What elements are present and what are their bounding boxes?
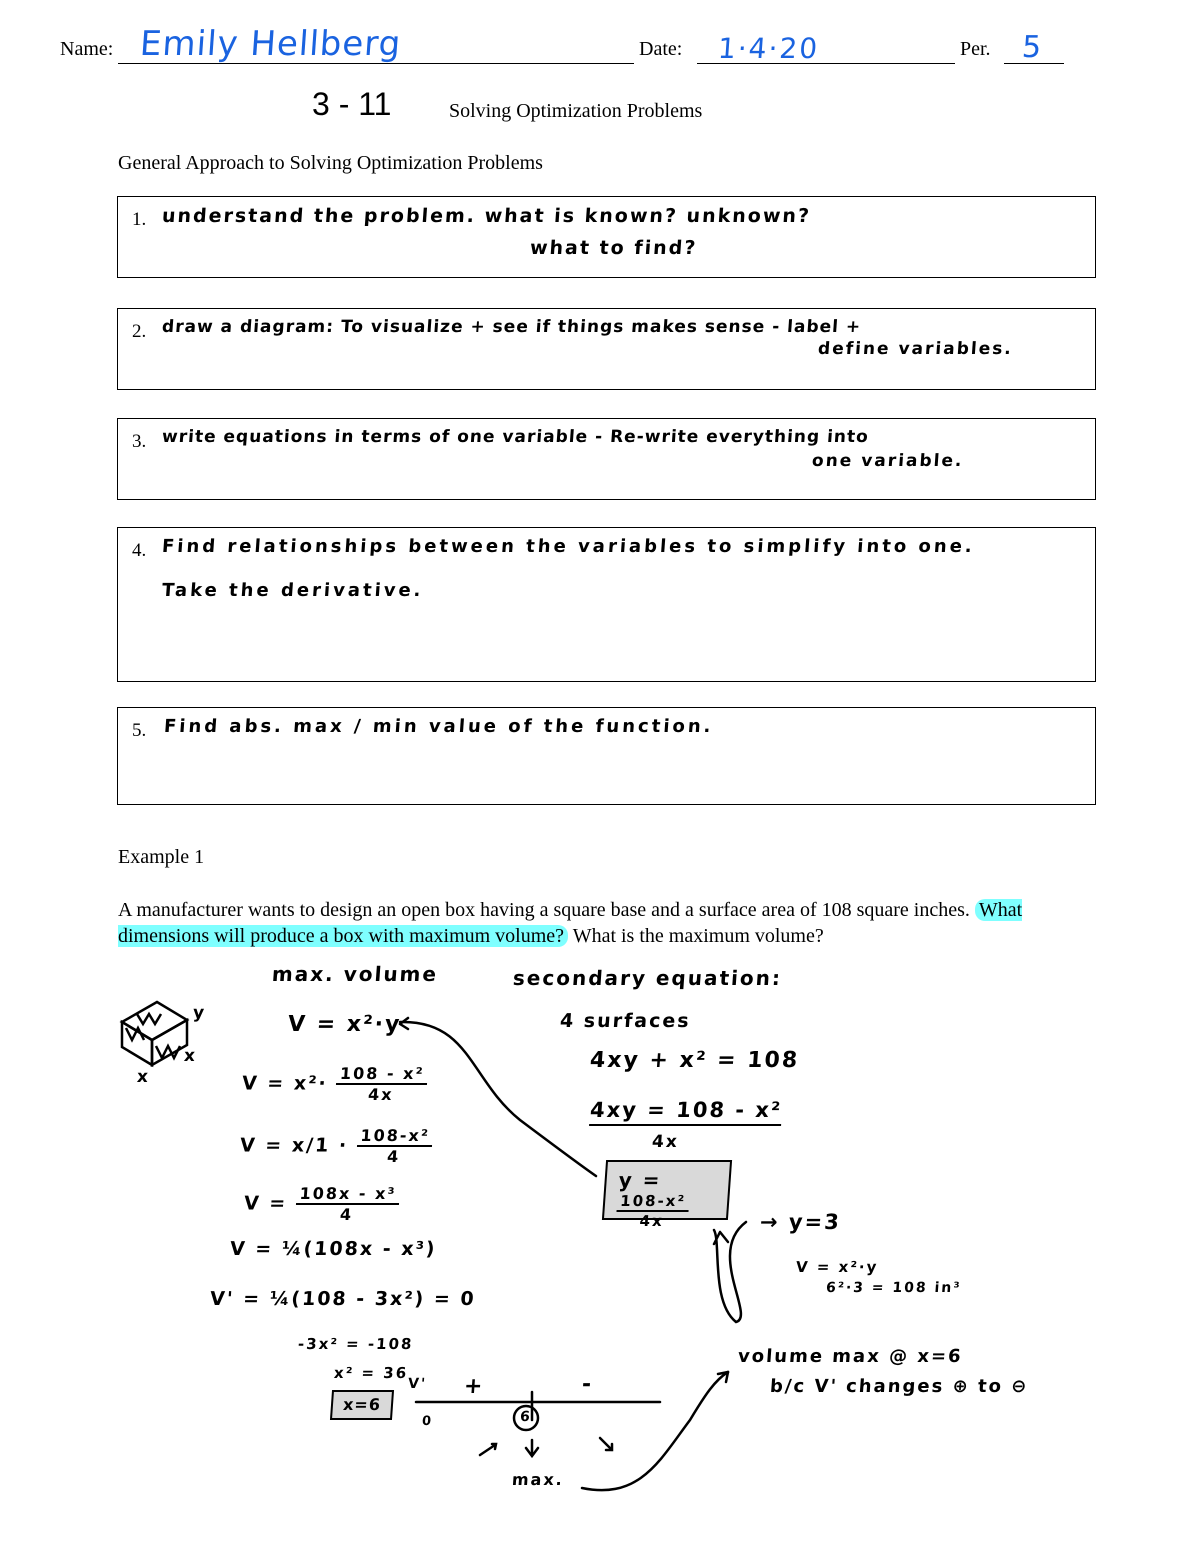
date-label: Date: [639, 38, 683, 60]
volume-check-result: 6²·3 = 108 in³ [825, 1280, 962, 1296]
surfaces-note: 4 surfaces [559, 1010, 692, 1032]
eq-prefix: V = x/1 · [239, 1134, 349, 1157]
name-label: Name: [60, 38, 114, 60]
step-answer-line1: understand the problem. what is known? unknown? [161, 205, 812, 227]
volume-equation: V = x²·y [287, 1012, 403, 1037]
step-number: 5. [132, 720, 147, 741]
approach-heading: General Approach to Solving Optimization Problems [118, 152, 543, 174]
step-number: 4. [132, 540, 147, 561]
problem-text-after: What is the maximum volume? [572, 925, 824, 947]
volume-derivative: V' = ¼(108 - 3x²) = 0 [209, 1288, 477, 1310]
box-label-x-side: x [183, 1046, 198, 1066]
eq-denominator: 4 [386, 1147, 401, 1166]
x-answer-box: x=6 [330, 1390, 394, 1420]
step-answer-line2: Take the derivative. [161, 580, 425, 601]
conclusion-line2: b/c V' changes ⊕ to ⊖ [769, 1376, 1030, 1397]
solve-step-b: x² = 36 [333, 1364, 409, 1382]
eq-numerator: 108 - x² [336, 1064, 428, 1085]
box-label-y: y [192, 1003, 207, 1023]
student-name: Emily Hellberg [138, 24, 403, 64]
eq-denominator: 4x [367, 1085, 395, 1104]
eq-denominator: 4 [339, 1205, 354, 1224]
volume-factored: V = ¼(108x - x³) [229, 1238, 438, 1260]
surface-equation: 4xy + x² = 108 [589, 1048, 800, 1073]
sign-chart-plus: + [463, 1374, 486, 1399]
date-value: 1·4·20 [716, 32, 821, 65]
period-label: Per. [960, 38, 991, 60]
step-number: 3. [132, 431, 147, 452]
step-answer-line2: one variable. [811, 451, 965, 471]
curve-to-conclusion [582, 1372, 728, 1490]
section-number: 3 - 11 [312, 86, 392, 122]
eq-denominator: 4x [639, 1212, 665, 1230]
problem-text-before: A manufacturer wants to design an open box having a square base and a surface area of 108 square inches. [118, 899, 970, 921]
sign-chart-max: max. [511, 1470, 565, 1489]
box-label-x-front: x [136, 1067, 151, 1087]
solve-step-a: -3x² = -108 [297, 1335, 415, 1353]
step-answer-line1: write equations in terms of one variable - Re-write everything into [161, 427, 870, 447]
curve-to-y-box [400, 1022, 596, 1176]
step-answer-line1: Find relationships between the variables to simplify into one. [161, 536, 976, 557]
sign-chart-minus: - [581, 1372, 595, 1397]
eq-numerator: 108x - x³ [296, 1184, 400, 1205]
secondary-title: secondary equation: [512, 966, 783, 990]
surface-solve: 4xy = 108 - x² [589, 1098, 783, 1126]
conclusion-line1: volume max @ x=6 [737, 1346, 964, 1367]
volume-check-formula: V = x²·y [795, 1258, 879, 1276]
step-answer-line1: Find abs. max / min value of the function. [163, 716, 715, 737]
page-title: Solving Optimization Problems [449, 100, 703, 122]
surface-divisor: 4x [651, 1132, 680, 1152]
eq-numerator: 108-x² [616, 1192, 689, 1212]
eq-prefix: V = x²· [241, 1072, 329, 1095]
sign-chart-zero: 0 [421, 1414, 434, 1429]
step-answer-line2: what to find? [529, 237, 699, 259]
y-value: → y=3 [759, 1210, 842, 1234]
step-number: 1. [132, 209, 147, 230]
sign-chart-critical: 6 [519, 1409, 533, 1425]
max-volume-title: max. volume [271, 962, 439, 986]
step-answer-line2: define variables. [817, 339, 1014, 359]
problem-highlight: What dimensions will produce a box with maximum volume? [118, 899, 1023, 947]
eq-prefix: V = [243, 1192, 289, 1215]
sign-chart-label: V' [407, 1376, 428, 1392]
step-answer-line1: draw a diagram: To visualize + see if things makes sense - label + [161, 317, 862, 337]
eq-prefix: y = [617, 1168, 663, 1192]
example-heading: Example 1 [118, 846, 205, 868]
period-value: 5 [1020, 30, 1045, 65]
eq-numerator: 108-x² [357, 1126, 434, 1147]
step-number: 2. [132, 321, 147, 342]
